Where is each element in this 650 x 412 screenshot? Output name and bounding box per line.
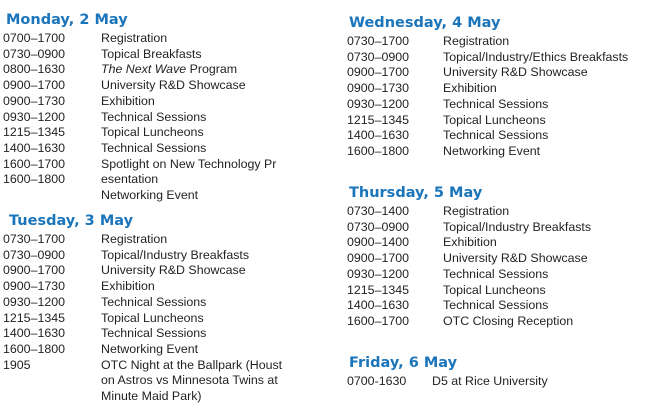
schedule-row — [0, 311, 330, 327]
time: 1600–1800 — [3, 341, 66, 356]
event: Registration — [443, 34, 510, 48]
event: Networking Event — [101, 341, 199, 356]
time: 0730–0900 — [3, 247, 66, 262]
event-rest: Program — [186, 62, 238, 77]
time: 1400–1630 — [3, 326, 66, 341]
time: 0730–1700 — [3, 232, 66, 246]
event: Exhibition — [443, 235, 497, 250]
time: 0700–1700 — [3, 31, 66, 45]
schedule-row — [345, 374, 650, 390]
day-heading: Friday, 6 May — [349, 355, 458, 371]
day-wednesday — [345, 12, 650, 160]
time: 1905 — [3, 357, 31, 372]
day-thursday — [345, 182, 650, 330]
event: Technical Sessions — [101, 109, 207, 124]
event: University R&D Showcase — [443, 251, 588, 266]
time: 0730–0900 — [347, 49, 410, 64]
day-heading: Tuesday, 3 May — [9, 213, 134, 229]
day-monday — [0, 9, 330, 204]
time: 1600–1700 — [3, 156, 66, 171]
time: 1215–1345 — [347, 112, 410, 127]
time: 1600–1800 — [3, 172, 66, 187]
event: Exhibition — [101, 279, 155, 294]
event: Technical Sessions — [101, 294, 207, 309]
time: 0730–1400 — [347, 204, 410, 218]
event: Technical Sessions — [443, 128, 549, 143]
event: Registration — [443, 204, 510, 218]
event: Topical Luncheons — [101, 310, 204, 325]
event: OTC Closing Reception — [443, 313, 574, 328]
event: Topical Luncheons — [443, 282, 546, 297]
event: Exhibition — [101, 93, 155, 108]
event: Topical/Industry Breakfasts — [443, 219, 592, 234]
schedule-row — [345, 81, 650, 97]
event: Topical Luncheons — [443, 112, 546, 127]
schedule-row — [0, 141, 330, 157]
time: 1215–1345 — [3, 125, 66, 140]
event: Topical/Industry Breakfasts — [101, 247, 250, 262]
schedule-row — [345, 235, 650, 251]
event: Networking Event — [443, 143, 541, 158]
event: D5 at Rice University — [432, 374, 548, 388]
event: Registration — [101, 31, 168, 45]
event: Topical/Industry/Ethics Breakfasts — [443, 49, 629, 64]
event: Topical Luncheons — [101, 125, 204, 140]
schedule-row — [0, 295, 330, 311]
time: 1400–1630 — [347, 128, 410, 143]
event: University R&D Showcase — [101, 78, 246, 93]
event: OTC Night at the Ballpark (Houst on Astros vs Minnesota Twins at Minute Maid Park) — [101, 357, 283, 404]
day-tuesday — [0, 210, 330, 405]
time: 0900–1700 — [347, 65, 410, 80]
schedule-row — [0, 263, 330, 279]
time: 0730–0900 — [347, 219, 410, 234]
time: 0900–1700 — [3, 263, 66, 278]
schedule-row — [0, 326, 330, 342]
schedule-row — [0, 78, 330, 94]
schedule-row — [345, 220, 650, 236]
schedule-row — [345, 298, 650, 314]
schedule-row — [345, 283, 650, 299]
event: Topical Breakfasts — [101, 46, 202, 61]
time: 1400–1630 — [3, 140, 66, 155]
schedule-row — [0, 358, 330, 405]
schedule-row — [345, 314, 650, 330]
schedule-row — [345, 97, 650, 113]
schedule-row — [0, 110, 330, 126]
event: University R&D Showcase — [101, 263, 246, 278]
time: 1600–1800 — [347, 143, 410, 158]
time: 0900–1700 — [347, 251, 410, 266]
schedule-row — [345, 34, 650, 50]
time: 0900–1730 — [3, 93, 66, 108]
day-heading: Wednesday, 4 May — [349, 15, 501, 31]
event: University R&D Showcase — [443, 65, 588, 80]
time: 0730–1700 — [347, 34, 410, 48]
time: 0730–0900 — [3, 46, 66, 61]
event: Exhibition — [443, 81, 497, 96]
event: Technical Sessions — [443, 298, 549, 313]
time: 0930–1200 — [3, 109, 66, 124]
schedule-row — [345, 204, 650, 220]
schedule-row — [345, 267, 650, 283]
schedule-row — [345, 144, 650, 160]
schedule-row — [0, 47, 330, 63]
day-heading: Monday, 2 May — [6, 12, 128, 28]
time: 0900–1400 — [347, 235, 410, 250]
schedule-row — [0, 172, 330, 203]
time: 1215–1345 — [347, 282, 410, 297]
schedule-row — [345, 128, 650, 144]
time: 1215–1345 — [3, 310, 66, 325]
schedule-row — [345, 65, 650, 81]
event: Spotlight on New Technology Pr esentation — [101, 156, 277, 187]
time: 0930–1200 — [347, 96, 410, 111]
event: Networking Event — [101, 188, 199, 203]
day-friday — [345, 352, 650, 390]
schedule-row — [0, 125, 330, 141]
schedule-row — [0, 342, 330, 358]
schedule-row — [345, 50, 650, 66]
time: 0930–1200 — [3, 294, 66, 309]
schedule-row — [0, 248, 330, 264]
time: 1400–1630 — [347, 298, 410, 313]
time: 0930–1200 — [347, 266, 410, 281]
schedule-row — [345, 251, 650, 267]
event: Registration — [101, 232, 168, 246]
day-heading: Thursday, 5 May — [349, 185, 483, 201]
time: 1600–1700 — [347, 313, 410, 328]
event: Technical Sessions — [101, 140, 207, 155]
time: 0900–1730 — [3, 279, 66, 294]
time: 0900–1700 — [3, 78, 66, 93]
event: Technical Sessions — [101, 326, 207, 341]
event: Technical Sessions — [443, 266, 549, 281]
event: Technical Sessions — [443, 96, 549, 111]
schedule-row — [0, 94, 330, 110]
time: 0900–1730 — [347, 81, 410, 96]
time: 0700-1630 — [347, 374, 407, 388]
schedule-row — [0, 279, 330, 295]
schedule-row — [0, 62, 330, 78]
schedule-row — [0, 232, 330, 248]
time: 0800–1630 — [3, 62, 66, 77]
event — [101, 62, 330, 78]
event-italic-title: The Next Wave — [101, 62, 187, 77]
schedule-row — [0, 31, 330, 47]
schedule-row — [345, 113, 650, 129]
